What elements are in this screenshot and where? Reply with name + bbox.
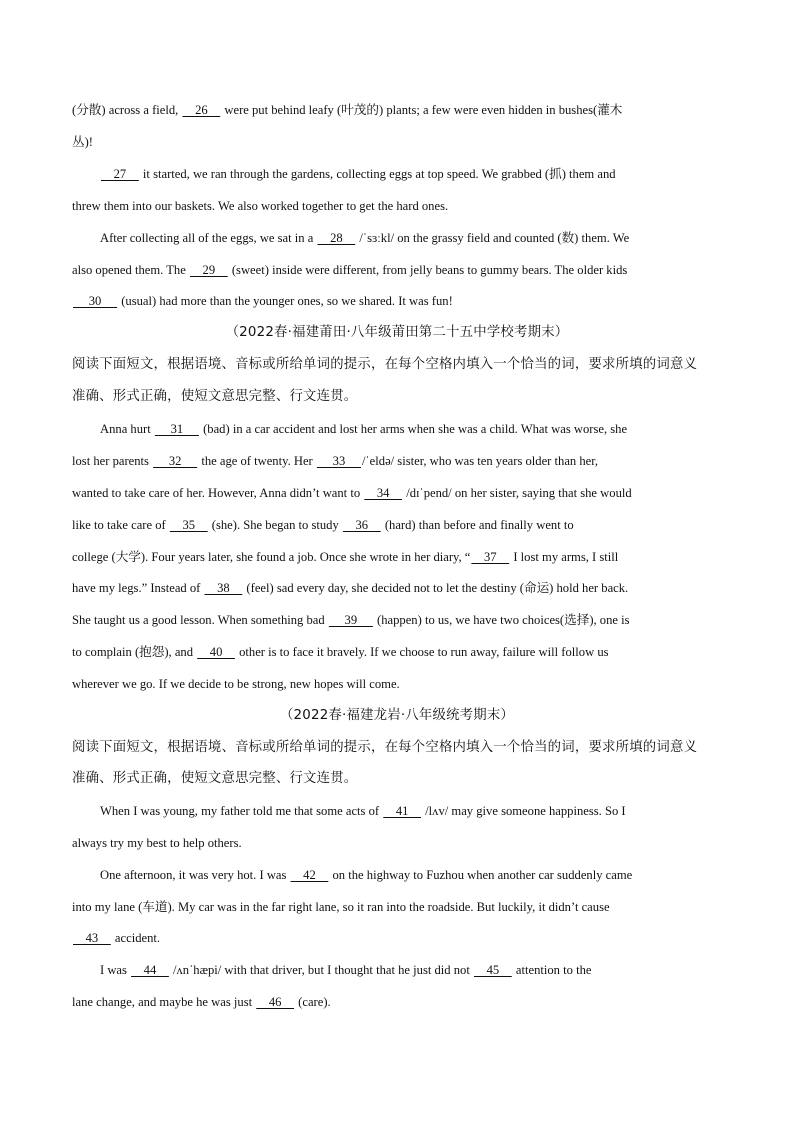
blank-39[interactable]: 39: [328, 613, 373, 627]
blank-45[interactable]: 45: [473, 963, 512, 977]
blank-33[interactable]: 33: [316, 454, 361, 468]
blank-34[interactable]: 34: [364, 486, 403, 500]
blank-28[interactable]: 28: [317, 231, 356, 245]
instruction-3-line-1: 阅读下面短文，根据语境、音标或所给单词的提示，在每个空格内填入一个恰当的词，要求所填的词意义: [72, 740, 698, 755]
passage1-line-2: 丛)!: [72, 135, 93, 149]
passage1-line-1: (分散) across a field, 26 were put behind leafy (叶茂的) plants; a few were even hidden in bushes(灌木: [72, 103, 623, 117]
instruction-3-line-2: 准确、形式正确，使短文意思完整、行文连贯。: [72, 771, 358, 786]
passage3-line-5: 43 accident.: [73, 931, 161, 945]
passage3-line-4: into my lane (车道). My car was in the far right lane, so it ran into the roadside. But luckily, it didn’t cause: [72, 900, 610, 914]
instruction-2-line-1: 阅读下面短文，根据语境、音标或所给单词的提示，在每个空格内填入一个恰当的词，要求所填的词意义: [72, 357, 698, 372]
passage3-line-7: lane change, and maybe he was just 46 (care).: [72, 995, 331, 1009]
passage1-line-6: also opened them. The 29 (sweet) inside were different, from jelly beans to gummy bears. The older kids: [72, 263, 628, 277]
blank-41[interactable]: 41: [383, 804, 422, 818]
blank-40[interactable]: 40: [197, 645, 235, 659]
blank-36[interactable]: 36: [342, 518, 381, 532]
source-heading-2: （2022春·福建莆田·八年级莆田第二十五中学校考期末）: [225, 325, 569, 340]
passage1-line-3: 27 it started, we ran through the gardens, collecting eggs at top speed. We grabbed (抓) them and: [101, 167, 616, 181]
blank-38[interactable]: 38: [204, 581, 243, 595]
passage3-line-1: When I was young, my father told me that some acts of 41 /lʌv/ may give someone happiness. So I: [100, 804, 626, 818]
blank-43[interactable]: 43: [73, 931, 111, 945]
passage2-line-3: wanted to take care of her. However, Anna didn’t want to 34 /dɪˈpend/ on her sister, saying that she would: [72, 486, 632, 500]
blank-27[interactable]: 27: [101, 167, 139, 181]
passage2-line-7: She taught us a good lesson. When something bad 39 (happen) to us, we have two choices(选择), one is: [72, 613, 630, 627]
passage1-line-4: threw them into our baskets. We also worked together to get the hard ones.: [72, 199, 449, 213]
blank-31[interactable]: 31: [154, 422, 199, 436]
passage3-line-2: always try my best to help others.: [72, 836, 242, 850]
passage2-line-8: to complain (抱怨), and 40 other is to face it bravely. If we choose to run away, failure will follow us: [72, 645, 609, 659]
passage3-line-3: One afternoon, it was very hot. I was 42 on the highway to Fuzhou when another car suddenly came: [100, 868, 633, 882]
blank-26[interactable]: 26: [182, 103, 221, 117]
passage2-line-5: college (大学). Four years later, she found a job. Once she wrote in her diary, “ 37 I lost my arms, I still: [72, 550, 619, 564]
blank-29[interactable]: 29: [189, 263, 228, 277]
passage1-line-7: 30 (usual) had more than the younger ones, so we shared. It was fun!: [73, 294, 453, 308]
blank-35[interactable]: 35: [169, 518, 208, 532]
passage3-line-6: I was 44 /ʌnˈhæpi/ with that driver, but I thought that he just did not 45 attention to the: [100, 963, 592, 977]
blank-44[interactable]: 44: [131, 963, 169, 977]
blank-46[interactable]: 46: [256, 995, 295, 1009]
passage2-line-1: Anna hurt 31 (bad) in a car accident and lost her arms when she was a child. What was worse, she: [100, 422, 628, 436]
blank-42[interactable]: 42: [290, 868, 329, 882]
passage2-line-2: lost her parents 32 the age of twenty. Her 33 /ˈeldə/ sister, who was ten years older than her,: [72, 454, 599, 468]
passage2-line-9: wherever we go. If we decide to be strong, new hopes will come.: [72, 677, 400, 691]
source-heading-3: （2022春·福建龙岩·八年级统考期末）: [279, 708, 515, 723]
passage2-line-4: like to take care of 35 (she). She began to study 36 (hard) than before and finally went to: [72, 518, 574, 532]
blank-37[interactable]: 37: [471, 550, 510, 564]
passage1-line-5: After collecting all of the eggs, we sat in a 28 /ˈsɜːkl/ on the grassy field and counted (数) them. We: [100, 231, 630, 245]
blank-30[interactable]: 30: [73, 294, 118, 308]
instruction-2-line-2: 准确、形式正确，使短文意思完整、行文连贯。: [72, 389, 358, 404]
passage2-line-6: have my legs.” Instead of 38 (feel) sad every day, she decided not to let the destiny (命运) hold her back.: [72, 581, 629, 595]
blank-32[interactable]: 32: [153, 454, 198, 468]
